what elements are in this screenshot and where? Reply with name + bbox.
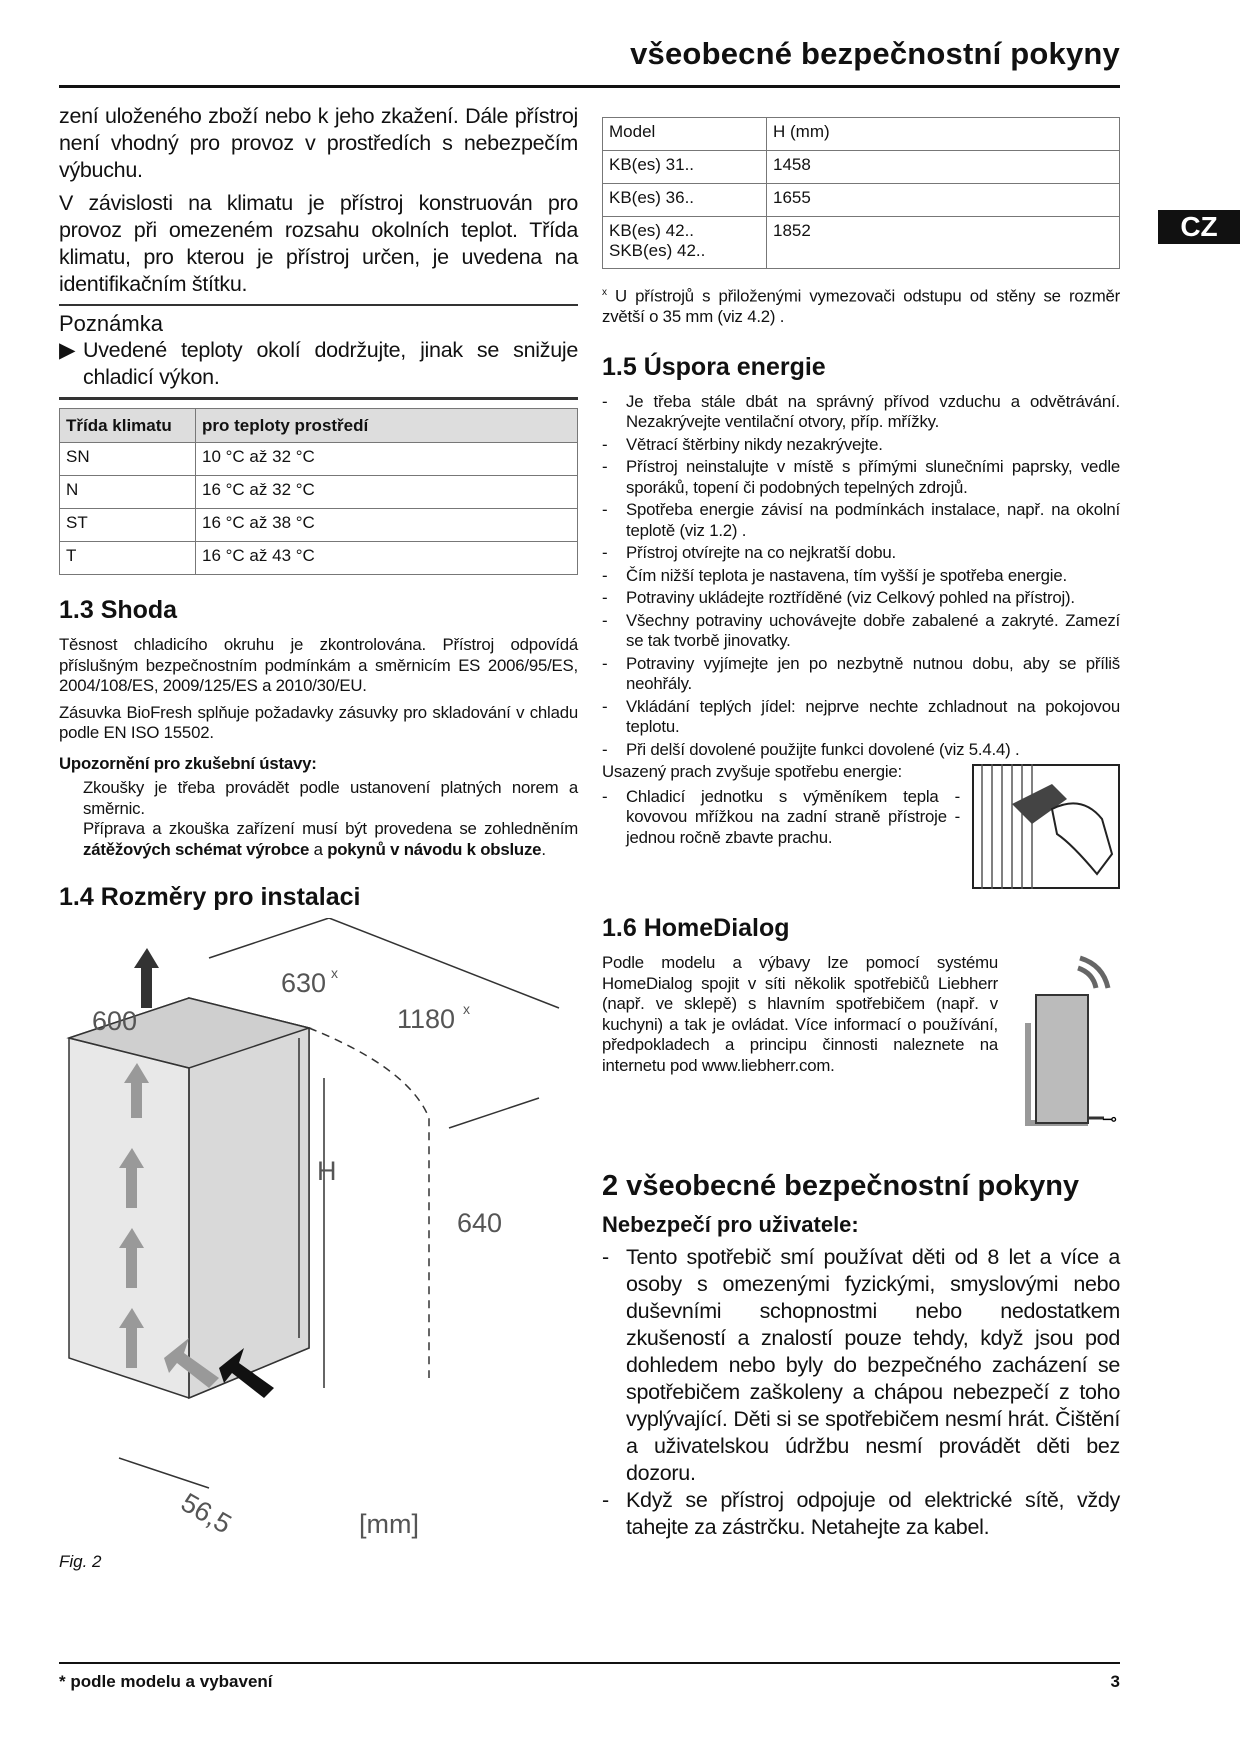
section-2-title: 2 všeobecné bezpečnostní pokyny [602,1170,1080,1203]
table-row [60,509,578,542]
footnote: $^x$ U přístrojů s přiloženými vymezovači odstupu od stěny se rozměr zvětší o 35 mm (viz 4.2) . [602,286,1120,327]
table-row [60,542,578,575]
cell: KB(es) 31.. [603,151,767,184]
cell: 16 °C až 32 °C [196,476,578,509]
table-header: Model [603,118,767,151]
cell: KB(es) 42.. SKB(es) 42.. [603,217,767,269]
list-item: - Přístroj neinstalujte v místě s přímými slunečními paprsky, vedle sporáků, topení či podobných tepelných zdrojů. [602,457,1120,498]
dim-600: 600 [92,1006,138,1036]
paragraph: Zkoušky je třeba provádět podle ustanovení platných norem a směrnic. [83,778,578,818]
paragraph: Těsnost chladicího okruhu je zkontrolována. Přístroj odpovídá příslušným bezpečnostním podmínkám a směrnicím ES 2006/95/ES, 2004/108/ES, 2009/125/ES a 2010/30/EU. [59,635,578,695]
homedialog-appliance-illustration [1008,953,1120,1135]
note-text: Uvedené teploty okolí dodržujte, jinak se snižuje chladicí výkon. [83,338,578,389]
list-item: - Při delší dovolené použijte funkci dovolené (viz 5.4.4) . [602,740,1120,761]
left-column [59,103,578,1572]
list-item: - Chladicí jednotku s výměníkem tepla - kovovou mřížkou na zadní straně přístroje - jednou ročně zbavte prachu. [602,787,1120,849]
intro-paragraph: zení uloženého zboží nebo k jeho zkažení. Dále přístroj není vhodný pro provoz v prostředích s nebezpečím výbuchu. [59,104,578,182]
cell: 1655 [767,184,1120,217]
figure-caption: Fig. 2 [59,1552,102,1571]
dust-text: Usazený prach zvyšuje spotřebu energie: [602,762,903,782]
table-header: pro teploty prostředí [196,409,578,443]
triangle-right-icon: ▶ [59,338,76,362]
intro-text [59,103,578,298]
page-header-title: všeobecné bezpečnostní pokyny [630,36,1120,71]
table-row [603,217,1120,269]
list-item: - Větrací štěrbiny nikdy nezakrývejte. [602,435,1120,456]
climate-table [59,408,578,575]
dim-640: 640 [457,1208,503,1238]
list-item: - Vkládání teplých jídel: nejprve nechte zchladnout na pokojovou teplotu. [602,697,1120,738]
note-body [59,337,578,391]
section-1-4-title: 1.4 Rozměry pro instalaci [59,883,361,911]
note-rule-bottom [59,397,578,400]
header-rule [59,85,1120,88]
table-row [603,151,1120,184]
table-row [60,476,578,509]
dim-1180: 1180 [397,1004,456,1034]
list-item: - Přístroj otvírejte na co nejkratší dobu. [602,543,1120,564]
energy-tips-list [602,392,1120,761]
table-header: H (mm) [767,118,1120,151]
note-rule-top [59,304,578,306]
list-item: - Potraviny ukládejte roztříděné (viz Celkový pohled na přístroj). [602,588,1120,609]
table-row [60,443,578,476]
dim-56-5: 56,5 [176,1487,237,1540]
warning-title: Upozornění pro zkušební ústavy: [59,753,317,773]
list-item: - Tento spotřebič smí používat děti od 8 let a více a osoby s omezenými fyzickými, smyslovými nebo duševními schopnostmi nebo nedostatkem zkušeností a znalostí pouze tehdy, když jsou pod dohledem nebo byly do bezpečného zacházení se spotřebičem zaškoleny a chápou nebezpečí z toho vyplývající. Děti si se spotřebičem nesmí hrát. Čištění a uživatelskou údržbu nesmí provádět děti bez dozoru. [602,1244,1120,1487]
dust-block [602,762,1120,889]
section-1-6-title: 1.6 HomeDialog [602,914,790,943]
homedialog-text: Podle modelu a výbavy lze pomocí systému HomeDialog spojit v síti několik spotřebičů Liebherr (např. ve sklepě) s hlavním spotřebičem (např. v kuchyni) a tak je ovládat. Více informací o používání, předpokladech a principu činnosti naleznete na internetu pod www.liebherr.com. [602,953,998,1075]
note-title: Poznámka [59,311,163,336]
paragraph: Příprava a zkouška zařízení musí být provedena se zohledněním zátěžových schémat výrobce a pokynů v návodu k obsluze. [83,819,578,859]
cell: 1458 [767,151,1120,184]
cell: ST [60,509,196,542]
user-hazards-list [602,1244,1120,1541]
paragraph: Zásuvka BioFresh splňuje požadavky zásuvky pro skladování v chladu podle EN ISO 15502. [59,702,578,742]
cell: 16 °C až 43 °C [196,542,578,575]
intro-paragraph: V závislosti na klimatu je přístroj konstruován pro provoz při omezeném rozsahu okolních teplot. Třída klimatu, pro kterou je přístroj určen, je uvedena na identifikačním štítku. [59,191,578,296]
list-item: - Je třeba stále dbát na správný přívod vzduchu a odvětrávání. Nezakrývejte ventilační otvory, příp. mřížky. [602,392,1120,433]
footer-rule [59,1662,1120,1664]
right-column [602,117,1120,1541]
table-row [603,118,1120,151]
table-header: Třída klimatu [60,409,196,443]
list-item: - Všechny potraviny uchovávejte dobře zabalené a zakryté. Zamezí se tak tvorbě jinovatky. [602,611,1120,652]
dim-630: 630 [281,968,327,998]
section-1-5-title: 1.5 Úspora energie [602,352,826,381]
cell: SN [60,443,196,476]
list-item: - Když se přístroj odpojuje od elektrické sítě, vždy tahejte za zástrčku. Netahejte za kabel. [602,1487,1120,1541]
plug-icon: ⊸ [1102,1109,1118,1130]
cell: 16 °C až 38 °C [196,509,578,542]
model-height-table [602,117,1120,269]
cell: KB(es) 36.. [603,184,767,217]
section-2-subtitle: Nebezpečí pro uživatele: [602,1212,859,1238]
cell: 1852 [767,217,1120,269]
table-row [603,184,1120,217]
dust-list [602,787,1120,849]
dim-1180-sup: x [463,1001,470,1017]
cell: 10 °C až 32 °C [196,443,578,476]
page-number: 3 [1110,1672,1120,1691]
cell: N [60,476,196,509]
section-1-3-title: 1.3 Shoda [59,596,178,624]
list-item: - Spotřeba energie závisí na podmínkách instalace, např. na okolní teplotě (viz 1.2) . [602,500,1120,541]
list-item: - Potraviny vyjímejte jen po nezbytně nutnou dobu, aby se příliš neohřály. [602,654,1120,695]
section-1-3-body [59,635,578,860]
dim-630-sup: x [331,965,338,981]
installation-dimensions-figure [59,918,579,1548]
dim-h: H [317,1156,337,1186]
footer-note: * podle modelu a vybavení [59,1672,273,1691]
cell: T [60,542,196,575]
list-item: - Čím nižší teplota je nastavena, tím vyšší je spotřeba energie. [602,566,1120,587]
homedialog-block [602,953,1120,1135]
unit-label: [mm] [359,1509,419,1539]
language-tab: CZ [1158,210,1240,244]
